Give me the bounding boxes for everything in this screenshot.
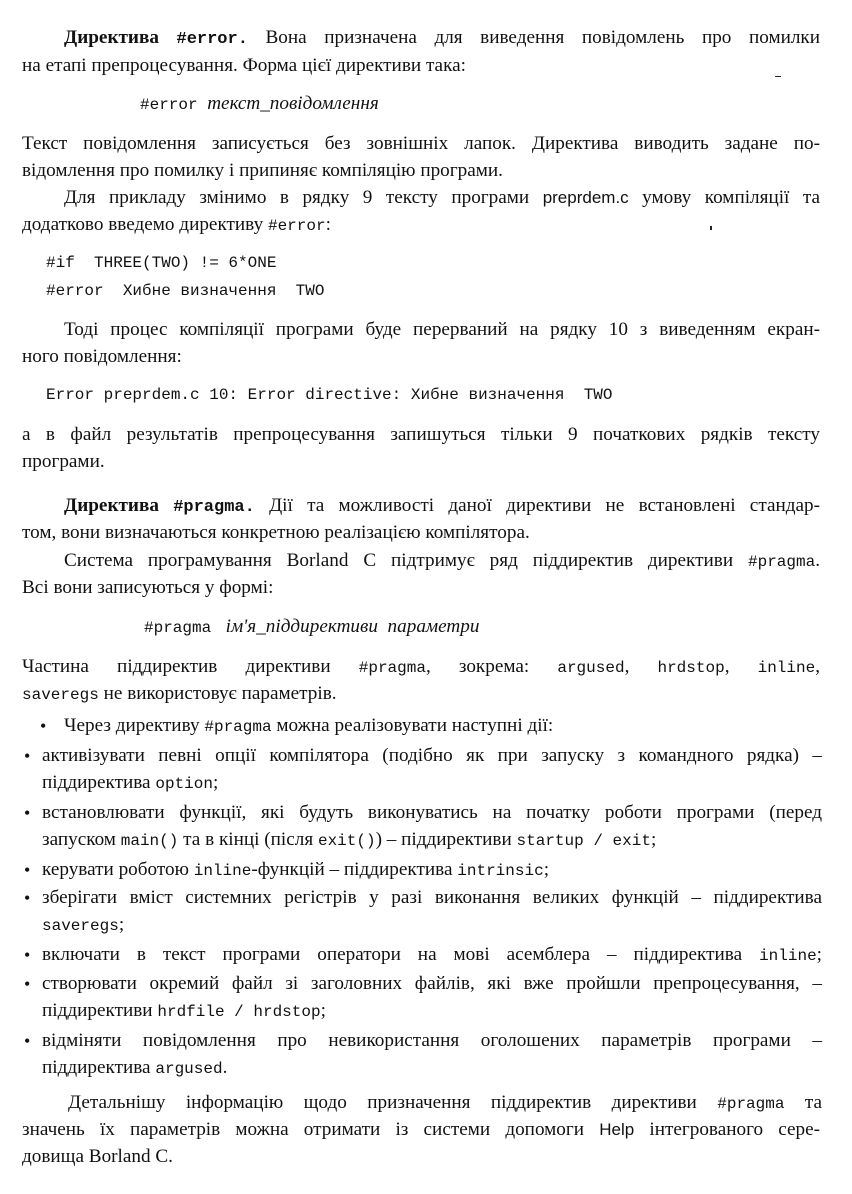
- error-example-line2: [22, 211, 822, 240]
- bullet-5: •: [24, 945, 31, 965]
- item2-line2: [42, 826, 842, 855]
- error-heading-line: [64, 24, 820, 54]
- pragma-heading-line: [64, 492, 820, 522]
- lead-text-a: Через директиву: [64, 715, 200, 736]
- part-text: Частина піддиректив директиви: [22, 656, 331, 677]
- error-syntax-keyword: #error: [140, 96, 198, 114]
- part-line2-text: не використовує параметрів.: [103, 683, 337, 704]
- item2-code-exit: exit(): [317, 832, 376, 850]
- bullet-6: •: [24, 974, 31, 994]
- error-example-line1: [64, 184, 820, 212]
- error-output: Error preprdem.c 10: Error directive: Хибне визначення TWO: [46, 386, 613, 404]
- borland-line1: [64, 547, 820, 576]
- item4-line1: зберігати вміст системних регістрів у разі виконання великих функцій – піддиректива: [42, 887, 822, 908]
- scan-speck: [775, 76, 781, 77]
- item3-code-intrinsic: intrinsic: [457, 862, 544, 880]
- after-line1: а в файл результатів препроцесування запишуться тільки 9 початкових рядків тексту: [22, 424, 820, 445]
- error-intro-line2: на етапі препроцесування. Форма цієї директиви така:: [22, 55, 466, 76]
- final-text-b: та: [804, 1092, 823, 1113]
- pragma-intro-line2: том, вони визначаються конкретною реалізацією компілятора.: [22, 522, 530, 543]
- item5-text: включати в текст програми оператори на мові асемблера – піддиректива: [42, 944, 743, 965]
- example-text-a: Для прикладу змінимо в рядку 9 тексту програми: [64, 187, 530, 208]
- final-line3: довища Borland C.: [22, 1146, 173, 1167]
- lead-text-b: можна реалізовувати наступні дії:: [276, 715, 554, 736]
- bullet-4: •: [24, 888, 31, 908]
- part-text-b: , зокрема:: [425, 656, 530, 677]
- error-heading-directive: #error.: [176, 30, 248, 49]
- final-line2-text-a: значень їх параметрів можна отримати із системи допомоги: [22, 1119, 585, 1140]
- result-line2: ного повідомлення:: [22, 346, 182, 367]
- item4-end: ;: [118, 914, 125, 935]
- item5-code: inline: [759, 947, 817, 965]
- part-code-argused: argused: [557, 659, 625, 677]
- item5-line1: [42, 941, 822, 970]
- item3-text-b: -функцій – піддиректива: [251, 859, 453, 880]
- error-desc-line1: Текст повідомлення записується без зовнішніх лапок. Директива виводить задане по-: [22, 133, 820, 154]
- item6-code: hrdfile / hrdstop: [157, 1003, 321, 1021]
- item6-text: піддирективи: [42, 1000, 153, 1021]
- borland-period: .: [815, 550, 820, 571]
- scan-speck-2: [710, 226, 712, 230]
- example-line2-colon: :: [325, 214, 331, 235]
- item7-code: argused: [155, 1060, 223, 1078]
- pragma-heading-word: Директива: [64, 495, 159, 516]
- bullet-3: •: [24, 860, 31, 880]
- item7-line1: відміняти повідомлення про невикористання оголошених параметрів програми –: [42, 1030, 822, 1051]
- item7-end: .: [222, 1057, 228, 1078]
- example-filename: preprdem.c: [542, 188, 629, 207]
- item2-text-b: та в кінці (після: [183, 829, 314, 850]
- example-line2-code: #error: [267, 217, 326, 235]
- pragma-syntax-param: ім'я_піддирективи параметри: [225, 616, 480, 637]
- code-line-if: #if THREE(TWO) != 6*ONE: [46, 254, 277, 272]
- item5-end: ;: [816, 944, 823, 965]
- part-line2: [22, 680, 822, 709]
- item4-line2: [42, 911, 842, 940]
- part-code-hrdstop: hrdstop: [657, 659, 725, 677]
- item2-end: ;: [650, 829, 657, 850]
- result-line1: Тоді процес компіляції програми буде перерваний на рядку 10 з виведенням екран-: [64, 319, 820, 340]
- final-line2-text-b: інтегрованого сере-: [649, 1119, 821, 1140]
- pragma-intro-text: Дії та можливості даної директиви не встановлені стандар-: [269, 495, 820, 516]
- item7-line2: [42, 1054, 842, 1083]
- item3-text-a: керувати роботою: [42, 859, 189, 880]
- code-line-error: #error Хибне визначення TWO: [46, 282, 325, 300]
- item1-text: піддиректива: [42, 772, 151, 793]
- item2-text-a: запуском: [42, 829, 116, 850]
- final-text-a: Детальнішу інформацію щодо призначення піддиректив директиви: [68, 1092, 697, 1113]
- item7-text: піддиректива: [42, 1057, 151, 1078]
- item6-line1: створювати окремий файл зі заголовних файлів, які вже пройшли препроцесування, –: [42, 973, 822, 994]
- item2-line1: встановлювати функції, які будуть виконуватись на початку роботи програми (перед: [42, 802, 822, 823]
- error-desc-line2: відомлення про помилку і припиняє компіляцію програми.: [22, 160, 503, 181]
- bullet-7: •: [24, 1031, 31, 1051]
- final-line1: [68, 1089, 822, 1118]
- bullet-1: •: [24, 746, 31, 766]
- part-code-inline: inline: [757, 659, 816, 677]
- error-heading-word: Директива: [64, 27, 159, 48]
- part-code-saveregs: saveregs: [22, 686, 99, 704]
- item3-end: ;: [543, 859, 550, 880]
- borland-line2: Всі вони записуються у формі:: [22, 577, 274, 598]
- item1-line1: активізувати певні опції компілятора (подібно як при запуску з командного рядка) –: [42, 745, 822, 766]
- item6-end: ;: [320, 1000, 326, 1021]
- error-syntax-param: текст_повідомлення: [207, 93, 379, 114]
- bullet-2: •: [24, 803, 31, 823]
- pragma-syntax-keyword: #pragma: [144, 619, 212, 637]
- example-line2-text: додатково введемо директиву: [22, 214, 264, 235]
- error-intro-text: Вона призначена для виведення повідомлень про помилки: [265, 27, 821, 48]
- item6-line2: [42, 997, 842, 1026]
- lead-bullet: •: [40, 716, 47, 736]
- lead-line: [64, 712, 852, 741]
- final-code: #pragma: [717, 1095, 785, 1113]
- part-code-pragma: #pragma: [358, 659, 426, 677]
- item1-code: option: [155, 775, 213, 793]
- item2-text-c: ) – піддирективи: [375, 829, 512, 850]
- final-help: Help: [599, 1120, 635, 1139]
- item2-code-startup-exit: startup / exit: [516, 832, 651, 850]
- lead-code: #pragma: [204, 718, 272, 736]
- item1-line2: [42, 769, 842, 798]
- item1-end: ;: [212, 772, 219, 793]
- error-syntax: [140, 90, 852, 119]
- example-text-b: умову компіляції та: [642, 187, 821, 208]
- pragma-syntax: [144, 613, 852, 642]
- final-line2: [22, 1116, 820, 1144]
- item3-line1: [42, 856, 842, 885]
- pragma-heading-directive: #pragma.: [173, 498, 255, 517]
- borland-text: Система програмування Borland C підтримує ряд піддиректив директиви: [64, 550, 734, 571]
- item4-code: saveregs: [42, 917, 119, 935]
- borland-code: #pragma: [747, 553, 816, 571]
- after-line2: програми.: [22, 451, 105, 472]
- item2-code-main: main(): [120, 832, 179, 850]
- item3-code-inline: inline: [193, 862, 252, 880]
- part-line1: Частина піддиректив директиви #pragma, зокрема: argused, hrdstop, inline,: [22, 656, 820, 677]
